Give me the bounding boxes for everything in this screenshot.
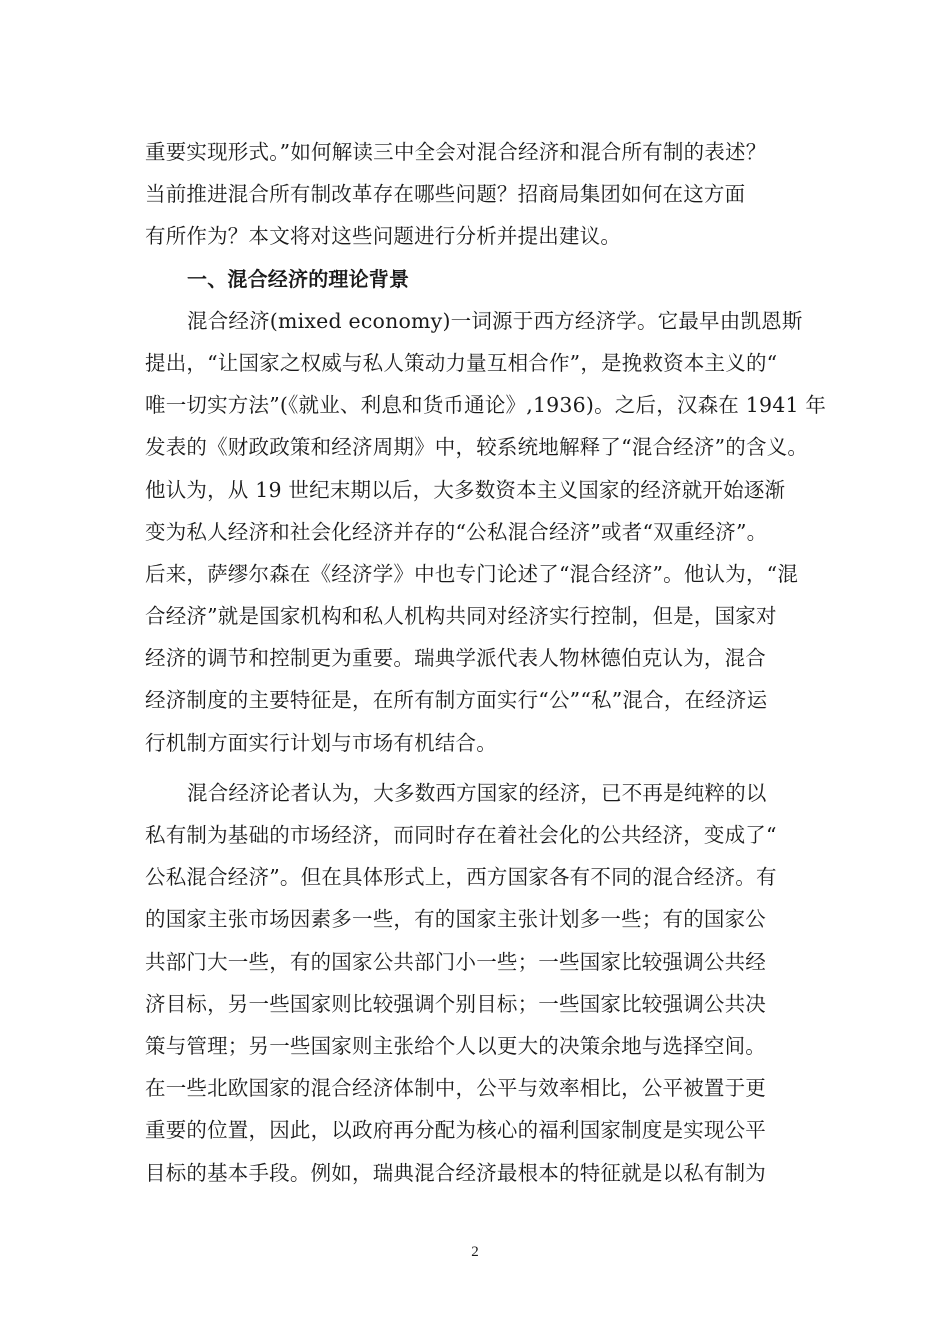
text-line: 有所作为？本文将对这些问题进行分析并提出建议。 (145, 224, 622, 249)
text-line: 行机制方面实行计划与市场有机结合。 (145, 730, 497, 755)
text-line: 目标的基本手段。例如，瑞典混合经济最根本的特征就是以私有制为 (145, 1160, 766, 1185)
text-line: 变为私人经济和社会化经济并存的“公私混合经济”或者“双重经济”。 (145, 519, 768, 544)
page-number: 2 (471, 1244, 479, 1260)
text-line: 的国家主张市场因素多一些，有的国家主张计划多一些；有的国家公 (145, 907, 766, 932)
text-line: 后来，萨缪尔森在《经济学》中也专门论述了“混合经济”。他认为，“混 (145, 561, 799, 586)
text-line: 共部门大一些，有的国家公共部门小一些；一些国家比较强调公共经 (145, 949, 766, 974)
text-line: 当前推进混合所有制改革存在哪些问题？招商局集团如何在这方面 (145, 182, 746, 207)
text-line: 提出，“让国家之权威与私人策动力量互相合作”，是挽救资本主义的“ (145, 350, 778, 375)
text-line: 唯一切实方法”(《就业、利息和货币通论》,1936)。之后，汉森在 1941 年 (145, 393, 827, 418)
text-line: 混合经济论者认为，大多数西方国家的经济，已不再是纯粹的以 (187, 780, 767, 805)
text-line: 发表的《财政政策和经济周期》中，较系统地解释了“混合经济”的含义。 (145, 435, 809, 460)
text-line: 混合经济(mixed economy)一词源于西方经济学。它最早由凯恩斯 (187, 308, 803, 333)
text-line: 他认为，从 19 世纪末期以后，大多数资本主义国家的经济就开始逐渐 (145, 477, 786, 502)
text-line: 策与管理；另一些国家则主张给个人以更大的决策余地与选择空间。 (145, 1033, 766, 1058)
text-line: 重要实现形式。”如何解读三中全会对混合经济和混合所有制的表述？ (145, 140, 767, 164)
text-line: 经济制度的主要特征是，在所有制方面实行“公”“私”混合，在经济运 (145, 688, 768, 713)
text-line: 经济的调节和控制更为重要。瑞典学派代表人物林德伯克认为，混合 (145, 646, 766, 671)
body-text (145, 131, 827, 1194)
text-line: 重要的位置，因此，以政府再分配为核心的福利国家制度是实现公平 (145, 1118, 766, 1143)
text-line: 在一些北欧国家的混合经济体制中，公平与效率相比，公平被置于更 (145, 1076, 766, 1101)
section-heading: 一、混合经济的理论背景 (187, 266, 410, 291)
text-line: 合经济”就是国家机构和私人机构共同对经济实行控制，但是，国家对 (145, 604, 777, 629)
text-line: 济目标，另一些国家则比较强调个别目标；一些国家比较强调公共决 (145, 991, 766, 1016)
text-line: 私有制为基础的市场经济，而同时存在着社会化的公共经济，变成了“ (145, 823, 777, 847)
text-line: 公私混合经济”。但在具体形式上，西方国家各有不同的混合经济。有 (145, 865, 777, 890)
